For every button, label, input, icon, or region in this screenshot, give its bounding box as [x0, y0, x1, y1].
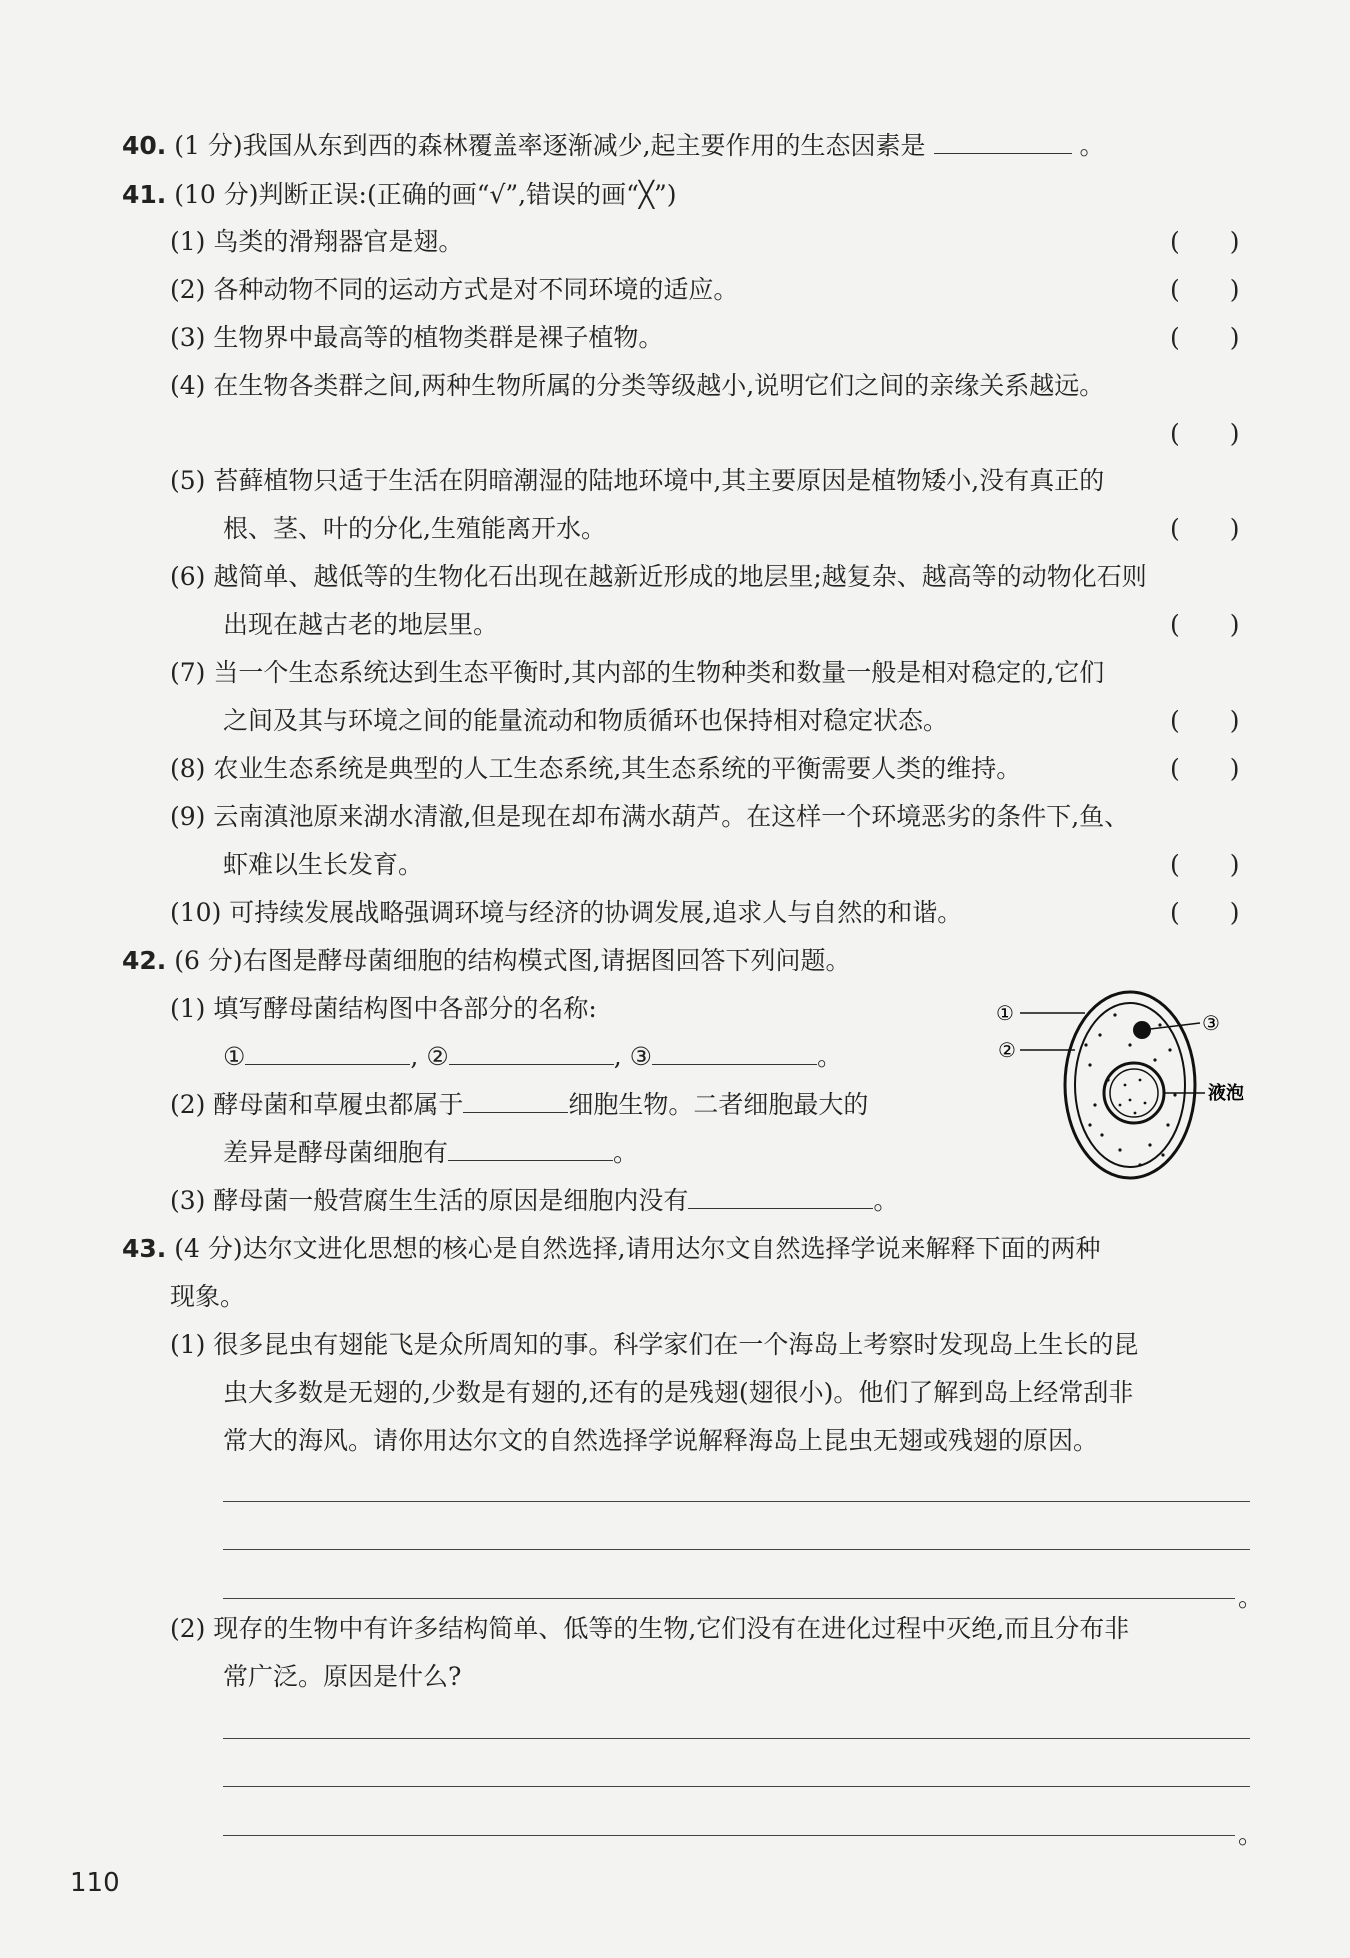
question-text: (6 分)右图是酵母菌细胞的结构模式图,请据图回答下列问题。	[174, 946, 851, 975]
figure-label-1: ①	[996, 1001, 1014, 1025]
answer-line[interactable]	[223, 1834, 1235, 1836]
answer-paren[interactable]: ( )	[1170, 227, 1240, 256]
yeast-cell-figure	[990, 985, 1260, 1185]
answer-blank-1[interactable]	[245, 1040, 410, 1065]
q43-sub1-line2: 虫大多数是无翅的,少数是有翅的,还有的是残翅(翅很小)。他们了解到岛上经常刮非	[223, 1378, 1134, 1407]
question-number: 40.	[122, 131, 167, 160]
period: 。	[613, 1138, 639, 1167]
item-1: (1) 鸟类的滑翔器官是翅。	[170, 227, 464, 256]
item-3: (3) 生物界中最高等的植物类群是裸子植物。	[170, 323, 664, 352]
figure-label-3: ③	[1202, 1011, 1220, 1035]
q42-part1: (1) 填写酵母菌结构图中各部分的名称:	[170, 994, 597, 1023]
period: 。	[1238, 1820, 1264, 1849]
vacuole-outer	[1104, 1063, 1164, 1123]
period: 。	[1238, 1583, 1264, 1612]
answer-paren[interactable]: ( )	[1170, 275, 1240, 304]
q43-sub1-line1: (1) 很多昆虫有翅能飞是众所周知的事。科学家们在一个海岛上考察时发现岛上生长的昆	[170, 1330, 1139, 1359]
question-number: 43.	[122, 1234, 167, 1263]
answer-paren[interactable]: ( )	[1170, 706, 1240, 735]
item-5: (5) 苔藓植物只适于生活在阴暗潮湿的陆地环境中,其主要原因是植物矮小,没有真正的	[170, 466, 1105, 495]
item-10: (10) 可持续发展战略强调环境与经济的协调发展,追求人与自然的和谐。	[170, 898, 963, 927]
q43-sub2-line2: 常广泛。原因是什么?	[223, 1662, 462, 1691]
q42-part2-text-c: 差异是酵母菌细胞有	[223, 1138, 449, 1167]
figure-label-vacuole: 液泡	[1208, 1083, 1244, 1104]
period: 。	[873, 1186, 899, 1215]
item-7: (7) 当一个生态系统达到生态平衡时,其内部的生物种类和数量一般是相对稳定的,它们	[170, 658, 1105, 687]
question-text: (1 分)我国从东到西的森林覆盖率逐渐减少,起主要作用的生态因素是	[174, 131, 926, 160]
q43-sub1-line3: 常大的海风。请你用达尔文的自然选择学说解释海岛上昆虫无翅或残翅的原因。	[223, 1426, 1099, 1455]
answer-line[interactable]	[223, 1500, 1250, 1502]
answer-paren[interactable]: ( )	[1170, 514, 1240, 543]
q42-part2-text-b: 细胞生物。二者细胞最大的	[568, 1090, 869, 1119]
cell-membrane-inner	[1075, 1003, 1185, 1167]
q42-part2-text-a: (2) 酵母菌和草履虫都属于	[170, 1090, 464, 1119]
q42-part3	[170, 1184, 898, 1218]
q42-part2	[170, 1088, 868, 1122]
item-6-cont: 出现在越古老的地层里。	[223, 610, 499, 639]
answer-line[interactable]	[223, 1737, 1250, 1739]
item-6: (6) 越简单、越低等的生物化石出现在越新近形成的地层里;越复杂、越高等的动物化石则	[170, 562, 1147, 591]
question-text: (4 分)达尔文进化思想的核心是自然选择,请用达尔文自然选择学说来解释下面的两种	[174, 1234, 1101, 1263]
item-4: (4) 在生物各类群之间,两种生物所属的分类等级越小,说明它们之间的亲缘关系越远。	[170, 371, 1105, 400]
answer-blank-3[interactable]	[652, 1040, 817, 1065]
question-number: 42.	[122, 946, 167, 975]
q42-part1-blanks	[223, 1040, 842, 1074]
question-42	[122, 944, 851, 978]
q43-sub2-line1: (2) 现存的生物中有许多结构简单、低等的生物,它们没有在进化过程中灭绝,而且分布非	[170, 1614, 1130, 1643]
answer-blank[interactable]	[934, 129, 1072, 154]
cell-wall-outer	[1065, 992, 1195, 1178]
answer-line[interactable]	[223, 1785, 1250, 1787]
label-2: ②	[426, 1042, 449, 1071]
period: 。	[1079, 131, 1105, 160]
answer-blank[interactable]	[448, 1136, 613, 1161]
answer-line[interactable]	[223, 1548, 1250, 1550]
page-number: 110	[70, 1868, 120, 1898]
item-9: (9) 云南滇池原来湖水清澈,但是现在却布满水葫芦。在这样一个环境恶劣的条件下,鱼、	[170, 802, 1130, 831]
figure-label-2: ②	[998, 1038, 1016, 1062]
answer-paren[interactable]: ( )	[1170, 610, 1240, 639]
vacuole-inner	[1110, 1069, 1158, 1117]
answer-blank[interactable]	[688, 1184, 873, 1209]
answer-paren[interactable]: ( )	[1170, 323, 1240, 352]
question-number: 41.	[122, 180, 167, 209]
q42-part2-cont	[223, 1136, 638, 1170]
answer-paren[interactable]: ( )	[1170, 850, 1240, 879]
answer-paren[interactable]: ( )	[1170, 419, 1240, 448]
question-41	[122, 178, 677, 212]
answer-paren[interactable]: ( )	[1170, 898, 1240, 927]
item-8: (8) 农业生态系统是典型的人工生态系统,其生态系统的平衡需要人类的维持。	[170, 754, 1022, 783]
answer-line[interactable]	[223, 1597, 1235, 1599]
item-5-cont: 根、茎、叶的分化,生殖能离开水。	[223, 514, 606, 543]
period: 。	[817, 1042, 843, 1071]
answer-paren[interactable]: ( )	[1170, 754, 1240, 783]
label-1: ①	[223, 1042, 246, 1071]
answer-blank-2[interactable]	[449, 1040, 614, 1065]
question-40	[122, 129, 1104, 163]
answer-blank[interactable]	[463, 1088, 568, 1113]
question-text: (10 分)判断正误:(正确的画“√”,错误的画“╳”)	[174, 180, 677, 209]
item-7-cont: 之间及其与环境之间的能量流动和物质循环也保持相对稳定状态。	[223, 706, 949, 735]
q42-part3-text: (3) 酵母菌一般营腐生生活的原因是细胞内没有	[170, 1186, 689, 1215]
comma: ,	[410, 1042, 419, 1071]
item-9-cont: 虾难以生长发育。	[223, 850, 424, 879]
question-43-cont: 现象。	[170, 1282, 246, 1311]
item-2: (2) 各种动物不同的运动方式是对不同环境的适应。	[170, 275, 739, 304]
question-43	[122, 1232, 1101, 1266]
label-3: ③	[629, 1042, 653, 1071]
comma: ,	[613, 1042, 622, 1071]
